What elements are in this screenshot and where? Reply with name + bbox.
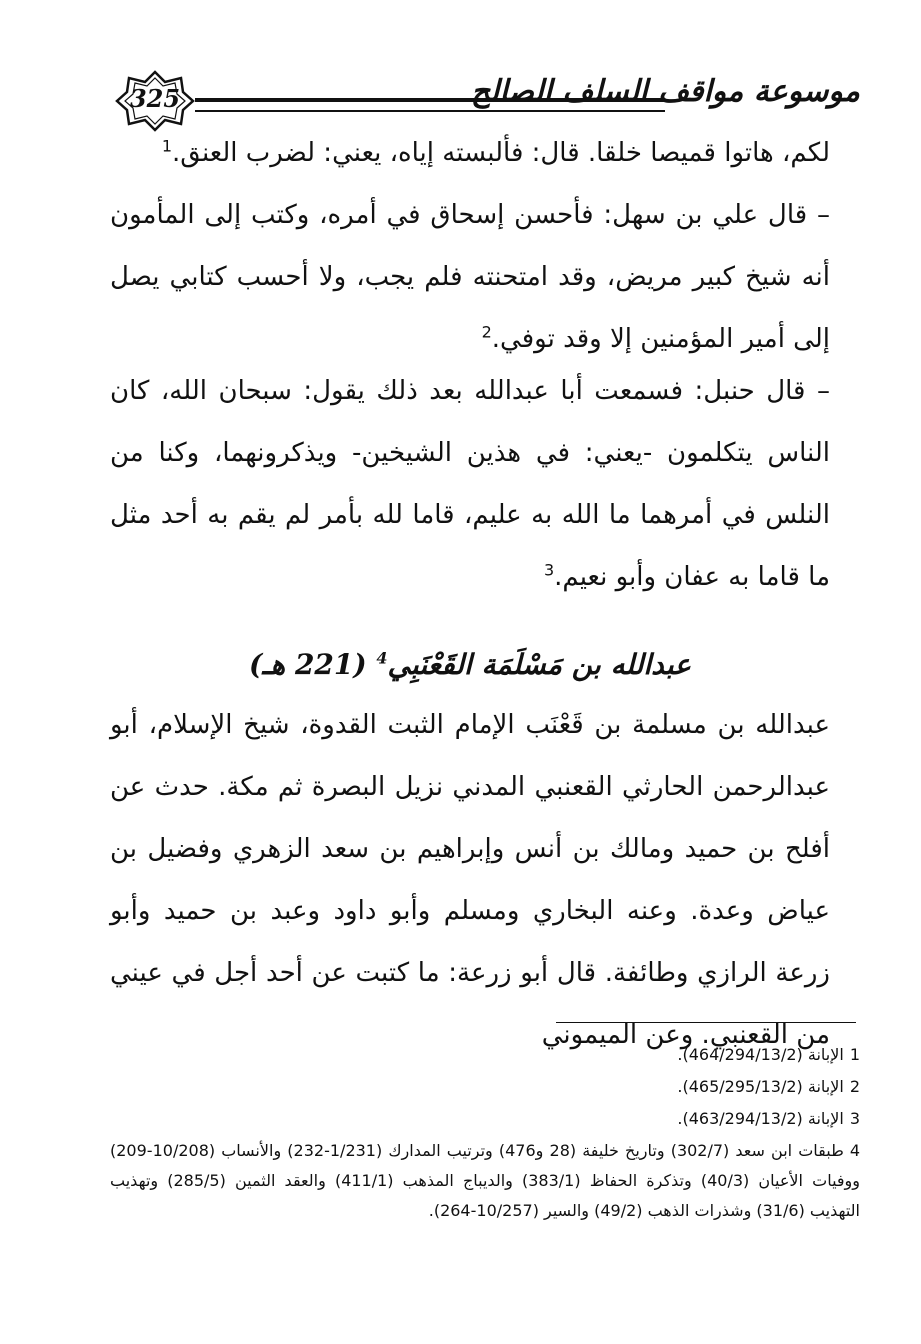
footnote-ref-3[interactable]: 3 — [543, 560, 555, 580]
footnote-ref-4[interactable]: 4 — [376, 648, 388, 668]
footnote-text: الإبانة (463/294/13/2). — [677, 1109, 844, 1128]
footnote-ref-1[interactable]: 1 — [161, 136, 172, 156]
heading-date: (221 هـ) — [248, 648, 367, 681]
page-number: 325 — [129, 84, 181, 113]
paragraph-2-text: – قال علي بن سهل: فأحسن إسحاق في أمره، وكتب إلى المأمون أنه شيخ كبير مريض، وقد امتحنته فلم يجب، ولا أحسب كتابي يصل إلى أمير المؤمنين إلا وقد توفي. — [110, 200, 830, 354]
paragraph-3-text: – قال حنبل: فسمعت أبا عبدالله بعد ذلك يقول: سبحان الله، كان الناس يتكلمون -يعني: في هذين الشيخين- ويذكرونهما، وكنا من النلس في أمرهما ما الله به عليم، قاما لله بأمر لم يقم به أحد مثل ما قاما به عفان وأبو نعيم. — [110, 376, 830, 592]
footnote-number: 2 — [849, 1077, 860, 1096]
paragraph-1 — [110, 122, 830, 184]
heading-name: عبدالله بن مَسْلَمَة القَعْنَبِي — [387, 648, 692, 681]
paragraph-1-text: لكم، هاتوا قميصا خلقا. قال: فألبسته إياه، يعني: لضرب العنق. — [172, 138, 830, 168]
section-heading — [110, 640, 830, 690]
footnote-text: الإبانة (464/294/13/2). — [677, 1045, 844, 1064]
paragraph-2 — [110, 184, 830, 370]
footnote-number: 4 — [849, 1141, 860, 1160]
footnote-2 — [110, 1072, 860, 1102]
footnote-3 — [110, 1104, 860, 1134]
book-title: موسوعة مواقف السلف الصالح — [470, 74, 860, 109]
footnote-ref-2[interactable]: 2 — [481, 322, 492, 342]
footnote-text: الإبانة (465/295/13/2). — [677, 1077, 844, 1096]
footnotes — [110, 1040, 860, 1228]
paragraph-4 — [110, 694, 830, 1066]
paragraph-3 — [110, 360, 830, 608]
footnote-number: 3 — [849, 1109, 860, 1128]
paragraph-4-text: عبدالله بن مسلمة بن قَعْنَب الإمام الثبت القدوة، شيخ الإسلام، أبو عبدالرحمن الحارثي القعنبي المدني نزيل البصرة ثم مكة. حدث عن أفلح بن حميد ومالك بن أنس وإبراهيم بن سعد الزهري وفضيل بن عياض وعدة. وعنه البخاري ومسلم وأبو داود وعبد بن حميد وأبو زرعة الرازي وطائفة. قال أبو زرعة: ما كتبت عن أحد أجل في عيني من القعنبي. وعن الميموني — [110, 710, 830, 1050]
footnote-4 — [110, 1136, 860, 1226]
footnote-1 — [110, 1040, 860, 1070]
footnote-number: 1 — [849, 1045, 860, 1064]
footnote-separator — [556, 1022, 856, 1023]
footnote-text: طبقات ابن سعد (302/7) وتاريخ خليفة (28 و476) وترتيب المدارك (1/231-232) والأنساب (10/208-209) ووفيات الأعيان (40/3) وتذكرة الحفاظ (383/1) والديباج المذهب (411/1) والعقد الثمين (285/5) وتهذيب التهذيب (31/6) وشذرات الذهب (49/2) والسير (10/257-264). — [110, 1141, 860, 1220]
